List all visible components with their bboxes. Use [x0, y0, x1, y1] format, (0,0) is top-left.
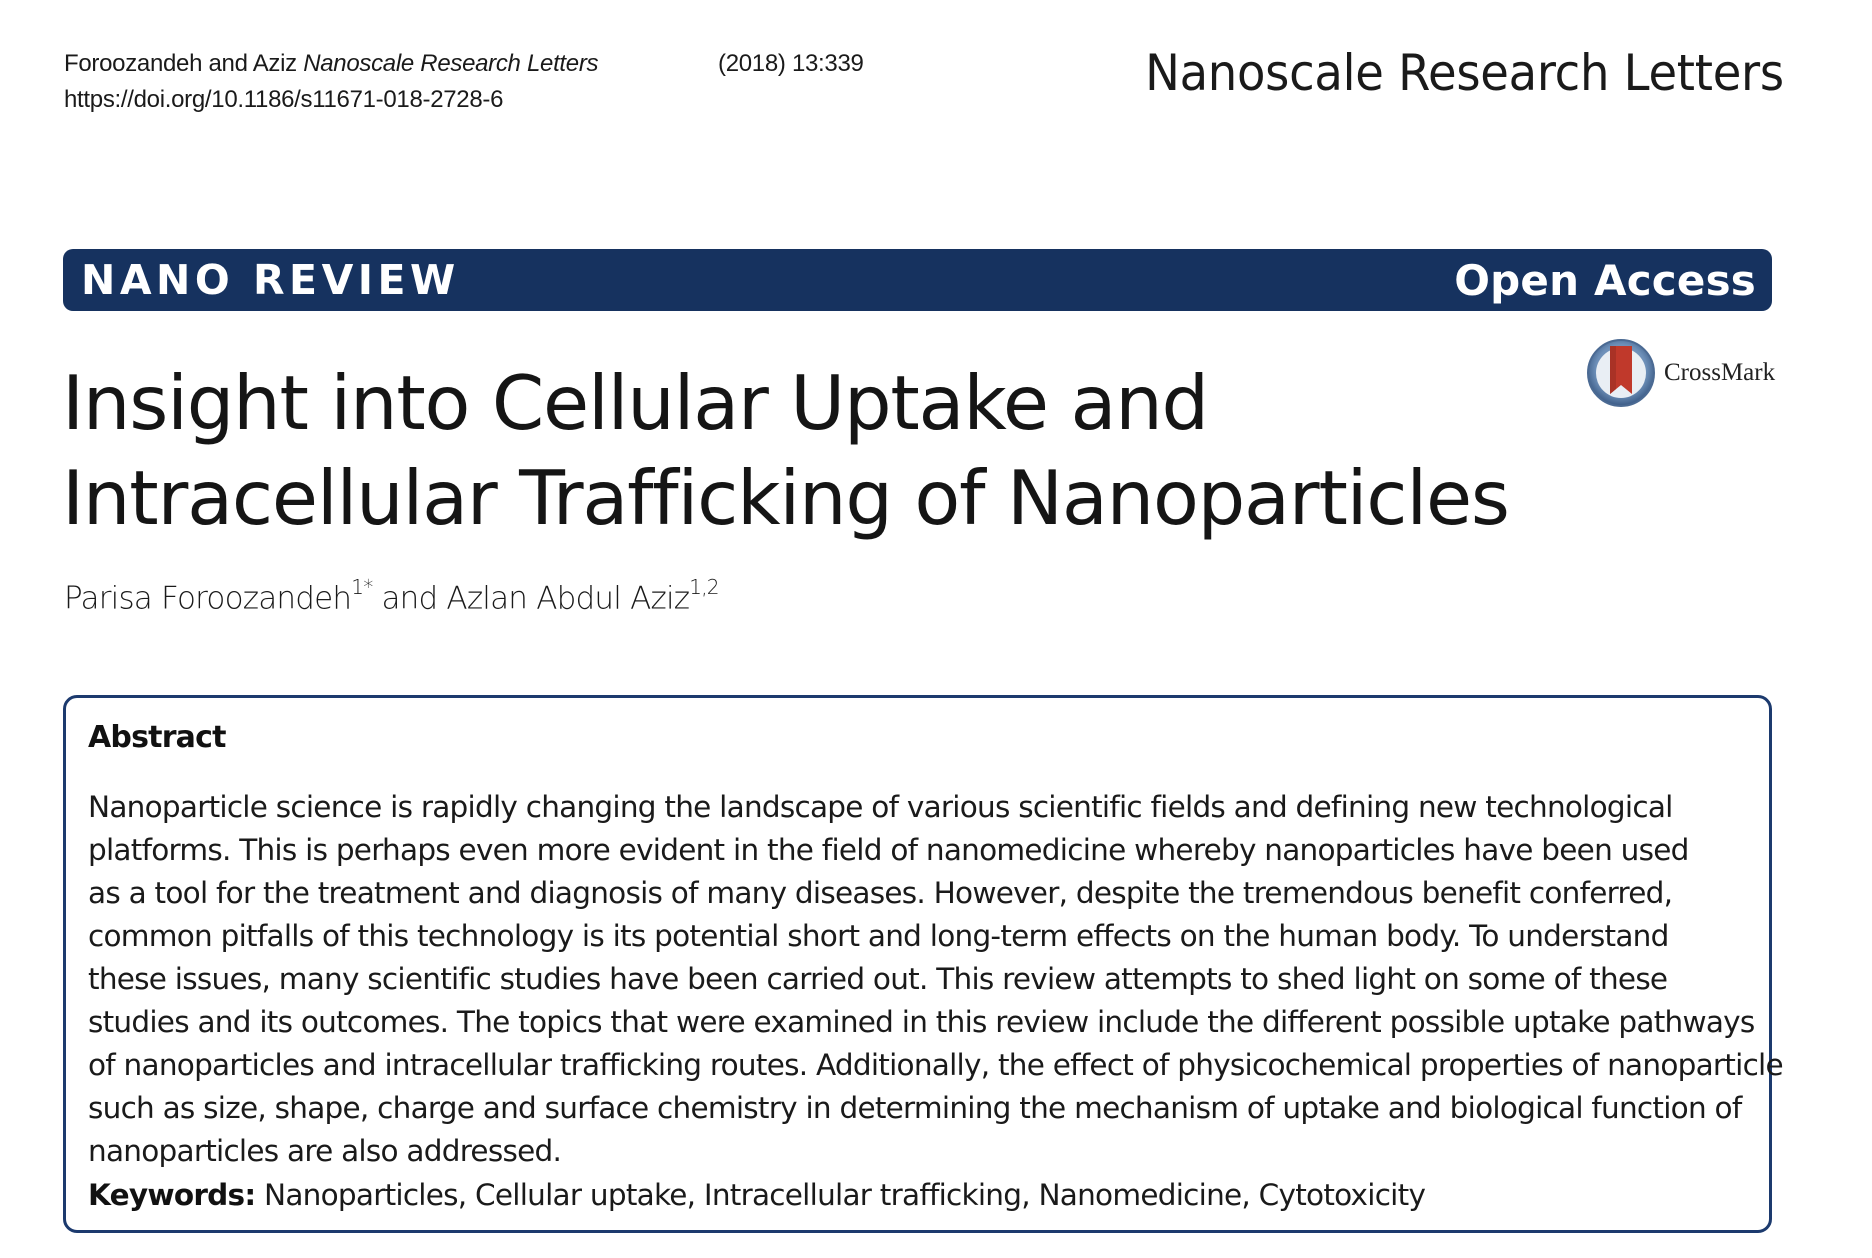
abstract-line: of nanoparticles and intracellular trafficking routes. Additionally, the effect of physicochemical properties of nanoparticle	[88, 1048, 1783, 1082]
title-line-2: Intracellular Trafficking of Nanoparticles	[62, 454, 1509, 542]
citation-line	[64, 50, 598, 78]
doi-link[interactable]: https://doi.org/10.1186/s11671-018-2728-6	[64, 86, 504, 113]
abstract-line: as a tool for the treatment and diagnosis of many diseases. However, despite the tremendous benefit conferred,	[88, 876, 1673, 910]
article-title	[62, 356, 1542, 546]
author-name[interactable]: Parisa Foroozandeh	[64, 580, 352, 617]
abstract-line: platforms. This is perhaps even more evident in the field of nanomedicine whereby nanoparticles have been used	[88, 833, 1689, 867]
open-access-label: Open Access	[1454, 255, 1756, 305]
abstract-box	[63, 695, 1783, 1233]
crossmark-icon	[1586, 336, 1656, 410]
abstract-line: Nanoparticle science is rapidly changing the landscape of various scientific fields and defining new technological	[88, 790, 1673, 824]
abstract-line: nanoparticles are also addressed.	[88, 1134, 562, 1168]
keywords-list: Nanoparticles, Cellular uptake, Intracellular trafficking, Nanomedicine, Cytotoxicity	[255, 1178, 1426, 1212]
author-list	[64, 575, 719, 617]
keywords-label: Keywords:	[88, 1178, 256, 1212]
journal-name: Nanoscale Research Letters	[1145, 44, 1784, 102]
author-name[interactable]: Azlan Abdul Aziz	[446, 580, 690, 617]
citation-year-volume: (2018) 13:339	[718, 50, 864, 77]
author-affiliation[interactable]: 1*	[351, 575, 373, 599]
title-line-1: Insight into Cellular Uptake and	[62, 359, 1208, 447]
abstract-text	[88, 786, 1783, 1173]
abstract-line: common pitfalls of this technology is its potential short and long-term effects on the human body. To understand	[88, 919, 1669, 953]
citation-journal: Nanoscale Research Letters	[303, 50, 599, 77]
abstract-line: studies and its outcomes. The topics that were examined in this review include the different possible uptake pathways	[88, 1005, 1755, 1039]
abstract-line: these issues, many scientific studies have been carried out. This review attempts to shed light on some of these	[88, 962, 1668, 996]
citation-authors: Foroozandeh and Aziz	[64, 50, 297, 77]
crossmark-button[interactable]	[1586, 336, 1775, 410]
keywords	[88, 1178, 1425, 1212]
article-type-label: NANO REVIEW	[81, 256, 460, 304]
abstract-line: such as size, shape, charge and surface chemistry in determining the mechanism of uptake and biological function of	[88, 1091, 1742, 1125]
doi-link-container	[64, 86, 503, 114]
author-separator: and	[372, 580, 447, 617]
abstract-heading: Abstract	[88, 720, 226, 755]
author-affiliation[interactable]: 1,2	[689, 575, 719, 599]
article-type-banner	[63, 249, 1772, 311]
crossmark-label: CrossMark	[1664, 359, 1776, 386]
